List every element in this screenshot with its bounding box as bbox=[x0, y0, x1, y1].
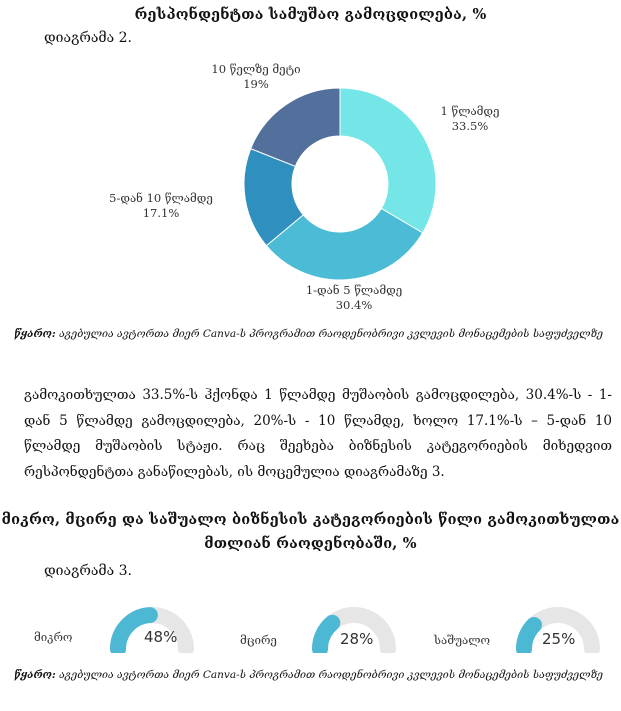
chart1-source bbox=[14, 325, 612, 344]
chart2-source bbox=[14, 666, 612, 685]
source-text: აგებულია ავტორთა მიერ Canva-ს პროგრამით რაოდენობრივი კვლევის მონაცემების საფუძველზე bbox=[55, 328, 603, 340]
gauge-fill bbox=[320, 623, 332, 649]
chart1-title: რესპონდენტთა სამუშაო გამოცდილება, % bbox=[134, 6, 487, 23]
slice-value: 17.1% bbox=[142, 206, 180, 220]
source-text: აგებულია ავტორთა მიერ Canva-ს პროგრამით რაოდენობრივი კვლევის მონაცემების საფუძველზე bbox=[55, 669, 603, 681]
gauge-value: 48% bbox=[144, 628, 178, 646]
slice-value: 33.5% bbox=[451, 119, 489, 133]
slice-label-under-1 bbox=[415, 104, 525, 134]
gauge-label: საშუალო bbox=[434, 633, 491, 647]
chart2-title-line2: მთლიან რაოდენობაში, % bbox=[204, 535, 417, 552]
slice-name: 1 წლამდე bbox=[440, 104, 500, 118]
gauge-medium bbox=[430, 605, 620, 655]
slice-name: 10 წელზე მეტი bbox=[211, 62, 301, 76]
donut-chart bbox=[0, 0, 621, 330]
slice-value: 30.4% bbox=[335, 298, 373, 312]
gauge-small bbox=[232, 605, 422, 655]
body-paragraph: გამოკითხულთა 33.5%-ს ჰქონდა 1 წლამდე მუშაობის გამოცდილება, 30.4%-ს - 1-დან 5 წლამდე გამოცდილება, 20%-ს - 10 წლამდე, ხოლო 17.1%-ს – 5-დან 10 წლამდე მუშაობის სტაჟი. რაც შეეხება ბიზნესის კატეგორიების მიხედვით რესპონდენტთა განაწილებას, ის მოცემულია დიაგრამაზე 3. bbox=[24, 387, 612, 480]
chart1-diagram-label: დიაგრამა 2. bbox=[44, 30, 132, 46]
chart2-title-line1: მიკრო, მცირე და საშუალო ბიზნესის კატეგორიების წილი გამოკითხულთა bbox=[1, 511, 620, 528]
slice-label-over-10 bbox=[196, 62, 316, 92]
gauge-label: მიკრო bbox=[34, 630, 73, 644]
gauge-micro bbox=[30, 605, 220, 655]
slice-label-1-to-5 bbox=[284, 283, 424, 313]
slice-label-5-to-10 bbox=[96, 191, 226, 221]
gauge-fill bbox=[524, 625, 534, 649]
slice-name: 5-დან 10 წლამდე bbox=[109, 191, 213, 205]
source-prefix: წყარო: bbox=[14, 669, 56, 681]
gauge-value: 25% bbox=[542, 630, 576, 648]
slice-value: 19% bbox=[243, 77, 269, 91]
source-prefix: წყარო: bbox=[14, 328, 56, 340]
chart2-diagram-label: დიაგრამა 3. bbox=[44, 563, 132, 579]
gauge-value: 28% bbox=[340, 630, 374, 648]
gauge-label: მცირე bbox=[240, 633, 277, 647]
slice-name: 1-დან 5 წლამდე bbox=[305, 283, 403, 297]
